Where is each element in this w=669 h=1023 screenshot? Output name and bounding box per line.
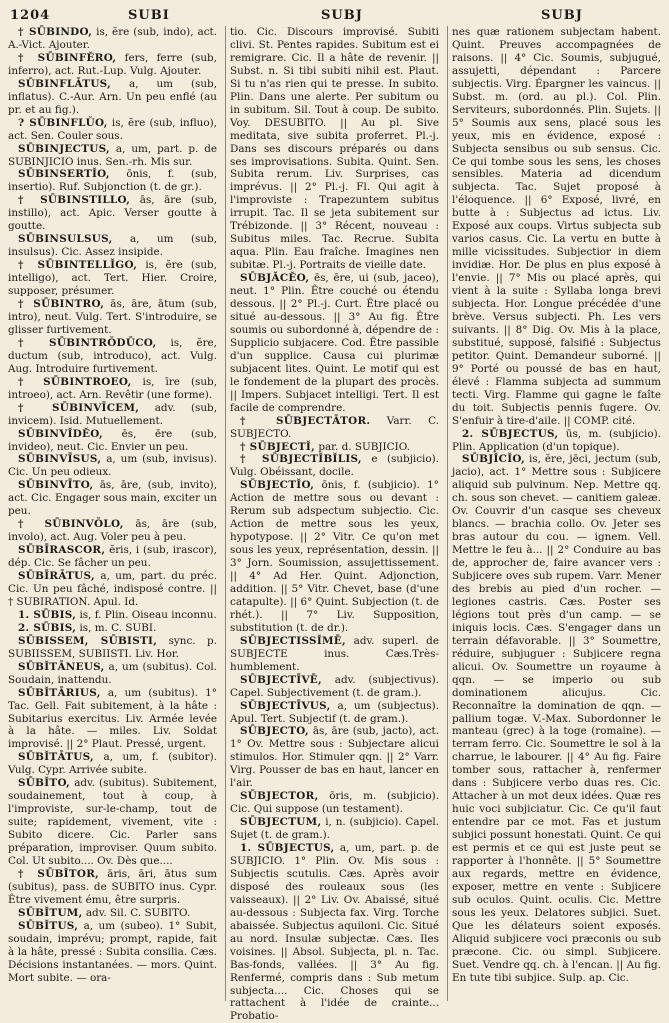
dictionary-entry — [8, 907, 217, 920]
entry-definition: a, um (sub, invisus). Cic. Un peu odieux. — [8, 453, 217, 479]
running-head-right: SUBJ — [541, 8, 583, 23]
entry-headword: SŪBINVĪTO, — [18, 479, 94, 492]
entry-headword: SŪBĬTĀTUS, — [18, 751, 94, 764]
entry-headword: SŪBJĬCĬO, — [462, 453, 526, 466]
dictionary-entry — [230, 441, 439, 454]
entry-definition: nes quæ rationem subjectam habent. Quint. Preuves accompagnées de raisons. || 4° Cic. Soumis, subjugué, assujetti, dépendant : Parcere subjectis. Virg. Épargner les vaincus. || Subst. m. (ord. au pl.). Col. Plin. Serviteurs, subordonnés. Plin. Sujets. || 5° Soumis aux sens, placé sous les yeux, mis en évidence, exposé : Subjecta sensibus ou sub sensus. Cic. Ce qui tombe sous les sens, les choses sensibles. Materia ad dicendum subjecta. Tac. Sujet proposé à l'éloquence. || 6° Exposé, livré, en butte à : Subjectus ad ictus. Liv. Exposé aux coups. Virtus subjecta sub varios casus. Cic. La vertu en butte à mille vicissitudes. Subjectior in diem invidiæ. Hor. De plus en plus exposé à l'envie. || 7° Mis ou placé après, qui vient à la suite : Syllaba longa brevi subjecta. Hor. Longue précédée d'une brève. Versus subjecti. Ph. Les vers suivants. || 8° Dig. Ov. Mis à la place, substitué, supposé, falsifié : Subjectus petitor. Quint. Demandeur suborné. || 9° Porté ou poussé de bas en haut, élevé : Flamma subjecta ad summum tecti. Virg. Flamme qui gagne le faîte du toit. Subjectis pennis fugere. Ov. S'enfuir à tire-d'aile. || COMP. cité. — [452, 26, 661, 427]
entry-definition: ōnis, f. (sub, insertio). Ruf. Subjonction (t. de gr.). — [8, 168, 217, 194]
entry-headword: SŪBJECTISSĬMĒ, — [240, 634, 346, 647]
entry-definition: a, um (sub, insulsus). Cic. Assez insipide. — [8, 233, 217, 259]
entry-definition: a, um (subitus). 1° Tac. Gell. Fait subitement, à la hâte : Subitarius exercitus. Liv. Armée levée à la hâte. — miles. Liv. Soldat improvisé. || 2° Plaut. Pressé, urgent. — [8, 686, 217, 751]
text-columns — [8, 26, 661, 1023]
dictionary-entry — [8, 428, 217, 454]
entry-definition: a, um (subeo). 1° Subit, soudain, imprévu; prompt, rapide, fait à la hâte, pressé : Subita consilia. Cæs. Décisions instantanées. — mors. Quint. Mort subite. — ora- — [8, 919, 217, 984]
dictionary-entry — [230, 700, 439, 726]
entry-headword: SŪBĪRĀTUS, — [18, 570, 95, 583]
dictionary-entry — [8, 920, 217, 985]
dictionary-entry — [8, 194, 217, 233]
column-right — [447, 26, 661, 1001]
entry-definition: tio. Cic. Discours improvisé. Subiti clivi. St. Pentes rapides. Subitum est ei remigrare. Cic. Il a hâte de revenir. || Subst. n. Si tibi subiti nihil est. Plaut. Si tu n'as rien qui te presse. In subito. Plin. Dans une alerte. Per subitum ou in subitum. Sil. Tout à coup. De subito. Voy. DESUBITO. || Au pl. Sive meditata, sive subita proferret. Pl.-j. Dans ses discours préparés ou dans ses improvisations. Subita. Quint. Sen. Subita rerum. Liv. Surprises, cas imprévus. || 2° Pl.-j. Fl. Qui agit à l'improviste : Trapezuntem subitus irrupit. Tac. Il se jeta subitement sur Trébizonde. || 3° Récent, nouveau : Subitus miles. Tac. Recrue. Subita aqua. Plin. Eau fraîche. Imagines nen subitæ. Pl.-j. Portraits de vieille date. — [230, 26, 439, 272]
entry-definition: is, ĕre, jēci, jectum (sub, jacio), act. 1° Mettre sous : Subjicere aliquid sub pulvinum. Nep. Mettre qq. ch. sous son chevet. — canitiem galeæ. Ov. Couvrir d'un casque ses cheveux blancs. — brachia collo. Ov. Jeter ses bras autour du cou. — ignem. Vell. Mettre le feu à... || 2° Conduire au bas de, approcher de, faire avancer vers : Subjicere oves sub rupem. Varr. Mener des brebis au pied d'un rocher. — legiones castris. Cæs. Poster ses légions tout près d'un camp. — se iniquis locis. Cæs. S'engager dans un terrain défavorable. || 3° Soumettre, réduire, subjuguer : Subjicere regna alicui. Ov. Soumettre un royaume à qqn. — se imperio ou sub dominationem alicujus. Cic. Reconnaître la domination de qqn. — pallium togæ. V.-Max. Subordonner le manteau (grec) à la toge (romaine). — terram ferro. Cic. Soumettre le sol à la charrue, le labourer. || 4° Au fig. Faire tomber sous, rattacher à, renfermer dans : Subjicere verbo duas res. Cic. Attacher à un mot deux idées. Quæ res huic voci subjiciatur. Cic. Ce qu'il faut entendre par ce mot. Fas et justum subjici possunt honestati. Quint. Ce qui est permis et ce qui est juste peut se rapporter à l'honnête. || 5° Soumettre aux regards, mettre en évidence, exposer, mettre en vente : Subjicere sub oculos. Quint. oculis. Cic. Mettre sous les yeux. Delatores subjici. Suet. Que les délateurs soient exposés. Aliquid subjicere voci præconis ou sub præcone. Cic. ou simpl. Subjicere. Suet. Vendre qq. ch. à l'encan. || Au fig. En tute tibi subjice. Sulp. ap. Cic. — [452, 453, 661, 984]
entry-headword: SŪBĬTĀNEUS, — [18, 660, 105, 673]
entry-headword: † SŪBINVŎLO, — [18, 518, 124, 531]
entry-definition: ās, āre, (sub, invito), act. Cic. Engager sous main, exciter un peu. — [8, 479, 217, 518]
dictionary-entry — [8, 609, 217, 622]
entry-definition: a, um, f. (subitor). Vulg. Cypr. Arrivée subite. — [8, 751, 217, 777]
entry-headword: SŪBĬTUM, — [18, 906, 83, 919]
dictionary-entry — [230, 272, 439, 414]
dictionary-entry — [8, 26, 217, 52]
entry-definition: a, um, part. du préc. Cic. Un peu fâché, indisposé contre. || † SUBIRATION. Apul. Id. — [8, 570, 217, 608]
entry-headword: 1. SŪBIS, — [18, 608, 77, 621]
entry-definition: ūs, m. (subjicio). Plin. Application (d'un topique). — [452, 427, 661, 453]
dictionary-entry — [8, 751, 217, 777]
entry-definition: is, f. Plin. Oiseau inconnu. — [79, 608, 217, 621]
entry-headword: SŪBJĂCĔO, — [240, 272, 310, 285]
entry-definition: ēs, ēre, ui (sub, jaceo), neut. 1° Plin. Être couché ou étendu dessous. || 2° Pl.-j. Curt. Être placé ou situé au-dessous. || 3° Au fig. Être soumis ou subordonné à, dépendre de : Supplicio subjacere. Cod. Être passible d'un supplice. Causa cui plurimæ subjacent lites. Quint. Le motif qui est le fondement de la plupart des procès. || Impers. Subjacet intelligi. Tert. Il est facile de comprendre. — [230, 272, 439, 414]
entry-definition: ās, āre (sub, instillo), act. Apic. Verser goutte à goutte. — [8, 194, 217, 233]
entry-headword: † SŪBINFĔRO, — [18, 51, 117, 64]
entry-headword: SŪBINVĬDĔO, — [18, 427, 103, 440]
entry-headword: 1. SŪBJECTUS, — [240, 842, 335, 855]
entry-headword: SŪBJECTĬO, — [240, 479, 315, 492]
entry-definition: ĕris, i (sub, irascor), dép. Cic. Se fâcher un peu. — [8, 544, 217, 570]
entry-headword: SŪBĬTUS, — [18, 919, 79, 932]
dictionary-entry — [230, 415, 439, 441]
entry-definition: is, ĕre (sub, influo), act. Sen. Couler sous. — [8, 116, 217, 142]
dictionary-entry — [8, 687, 217, 752]
dictionary-entry — [230, 479, 439, 634]
dictionary-entry — [8, 78, 217, 117]
entry-definition: ōnis, f. (subjicio). 1° Action de mettre sous ou devant : Rerum sub adspectum subjectio. Cic. Action de mettre sous les yeux, hypotypose. || 2° Vitr. Ce qu'on met sous les yeux, représentation, dessin. || 3° Jorn. Soumission, assujettissement. || 4° Ad Her. Quint. Adjonction, addition. || 5° Vitr. Chevet, base (d'une catapulte). || 6° Quint. Subjection (t. de rhét.). || 7° Liv. Supposition, substitution (t. de dr.). — [230, 479, 439, 634]
entry-headword: SŪBĬTO, — [18, 777, 71, 790]
entry-definition: a, um, part. p. de SUBINJICIO inus. Sen.-rh. Mis sur. — [8, 142, 217, 168]
dictionary-entry — [8, 117, 217, 143]
entry-definition: adv. Sil. C. SUBITO. — [85, 906, 191, 919]
entry-headword: SŪBINSULSUS, — [18, 233, 113, 246]
entry-definition: adv. (subitus). Subitement, soudainement, tout à coup, à l'improviste, sur-le-champ, tout de suite; rapidement, vivement, vite : Subito dicere. Cic. Parler sans préparation, improviser. Quum subito. Col. Ut subito.... Ov. Dès que.... — [8, 777, 217, 867]
dictionary-entry — [8, 298, 217, 337]
dictionary-entry — [8, 233, 217, 259]
entry-headword: † SŪBJECTĬ, — [240, 440, 316, 453]
dictionary-entry — [8, 337, 217, 376]
entry-headword: † SŪBINTELLĬGO, — [18, 259, 138, 272]
dictionary-entry — [8, 544, 217, 570]
dictionary-entry — [8, 518, 217, 544]
dictionary-entry — [230, 635, 439, 674]
entry-headword: SŪBJECTĪVĒ, — [240, 673, 322, 686]
entry-headword: ? SŪBINFLŬO, — [18, 116, 108, 129]
entry-definition: Varr. C. SUBJECTO. — [230, 414, 439, 440]
entry-definition: ēs, ēre (sub, invideo), neut. Cic. Envier un peu. — [8, 427, 217, 453]
entry-definition: ōris, m. (subjicio). Cic. Qui suppose (un testament). — [230, 790, 439, 816]
entry-definition: sync. p. SUBIISSEM, SUBIISTI. Liv. Hor. — [8, 634, 217, 660]
entry-headword: SŪBINJECTUS, — [18, 142, 110, 155]
dictionary-entry — [8, 479, 217, 518]
entry-definition: adv. (subjectivus). Capel. Subjectivement (t. de gram.). — [230, 673, 439, 699]
dictionary-entry — [230, 790, 439, 816]
entry-headword: † SŪBINDO, — [18, 26, 93, 38]
page-number: 1204 — [10, 8, 51, 23]
entry-headword: SŪBJECTUM, — [240, 816, 322, 829]
entry-headword: † SŪBINVĪCEM, — [18, 401, 140, 414]
entry-headword: SŪBISSEM, SŪBISTI, — [18, 634, 158, 647]
column-left — [8, 26, 217, 1001]
entry-headword: SŪBINSERTĬO, — [18, 168, 110, 181]
dictionary-entry — [8, 376, 217, 402]
entry-definition: a, um (sub, inflatus). C.-Aur. Arn. Un peu enflé (au pr. et au fig.). — [8, 77, 217, 116]
dictionary-entry — [8, 661, 217, 687]
entry-definition: is, ĕre, ductum (sub, introduco), act. Vulg. Aug. Introduire furtivement. — [8, 336, 217, 375]
dictionary-entry — [8, 143, 217, 169]
entry-definition: is, ĕre (sub, intelligo), act. Tert. Hier. Croire, supposer, présumer. — [8, 259, 217, 298]
entry-headword: 2. SŪBIS, — [18, 621, 77, 634]
entry-headword: † SŪBĬTOR, — [18, 867, 100, 880]
entry-definition: a, um, part. p. de SUBJICIO. 1° Plin. Ov. Mis sous : Subjectis scutulis. Cæs. Après avoir disposé des rouleaux sous (les vaisseaux). || 2° Liv. Ov. Abaissé, situé au-dessous : Subjecta fax. Virg. Torche abaissée. Subjectus aquiloni. Cic. Situé au nord. Insulæ subjectæ. Cæs. Iles voisines. || Absol. Subjecta, pl. n. Tac. Bas-fonds, vallées. || 3° Au fig. Renfermé, compris dans : Sub metum subjecta.... Cic. Choses qui se rattachent à l'idée de crainte... Probatio- — [230, 842, 439, 1023]
entry-definition: i, n. (subjicio). Capel. Sujet (t. de gram.). — [230, 816, 439, 842]
running-head-left: SUBI — [128, 8, 170, 23]
entry-definition: is, m. C. SUBI. — [79, 621, 157, 634]
dictionary-entry — [8, 402, 217, 428]
entry-definition: is, ĕre (sub, indo), act. A.-Vict. Ajouter. — [8, 26, 217, 51]
entry-headword: SŪBĬTĀRIUS, — [18, 686, 101, 699]
entry-definition: is, īre (sub, introeo), act. Arn. Revêtir (une forme). — [8, 375, 217, 401]
dictionary-entry — [230, 842, 439, 1023]
entry-headword: SŪBJECTĪVUS, — [240, 699, 331, 712]
entry-headword: SŪBINVĪSUS, — [18, 453, 102, 466]
entry-headword: † SŪBINTROEO, — [18, 375, 132, 388]
dictionary-entry — [8, 570, 217, 609]
entry-definition: e (subjicio). Vulg. Obéissant, docile. — [230, 453, 439, 479]
dictionary-entry — [8, 259, 217, 298]
dictionary-entry — [230, 674, 439, 700]
dictionary-entry — [452, 26, 661, 428]
dictionary-entry — [8, 635, 217, 661]
dictionary-entry — [452, 428, 661, 454]
dictionary-entry — [230, 453, 439, 479]
entry-headword: † SŪBJECTĀTOR. — [240, 414, 371, 427]
entry-headword: SŪBĪRASCOR, — [18, 544, 106, 557]
entry-headword: SŪBJECTO, — [240, 725, 309, 738]
running-head-center: SUBJ — [321, 8, 363, 23]
entry-definition: ās, āre (sub, jacto), act. 1° Ov. Mettre sous : Subjectare alicui stimulos. Hor. Stimuler qqn. || 2° Varr. Virg. Pousser de bas en haut, lancer en l'air. — [230, 725, 439, 790]
column-middle — [225, 26, 439, 1023]
entry-definition: a, um (subitus). Col. Soudain, inattendu. — [8, 660, 217, 686]
entry-definition: āris, āri, ātus sum (subitus), pass. de SUBITO inus. Cypr. Être vivement ému, être surpris. — [8, 867, 217, 906]
entry-definition: adv. superl. de SUBJECTE inus. Cæs.Très-humblement. — [230, 634, 439, 673]
entry-definition: fers, ferre (sub, inferro), act. Rut.-Lup. Vulg. Ajouter. — [8, 51, 217, 77]
entry-definition: a, um (subjectus). Apul. Tert. Subjectif (t. de gram.). — [230, 699, 439, 725]
entry-definition: adv. (sub, invicem). Isid. Mutuellement. — [8, 401, 218, 427]
entry-definition: ās, āre, ātum (sub, intro), neut. Vulg. Tert. S'introduire, se glisser furtivement. — [8, 298, 217, 336]
entry-headword: SŪBINFLĀTUS, — [18, 77, 112, 90]
entry-headword: † SŪBJECTĬBĬLIS, — [240, 453, 362, 466]
dictionary-entry — [8, 453, 217, 479]
dictionary-entry — [230, 725, 439, 790]
dictionary-entry — [230, 816, 439, 842]
page-header — [8, 6, 661, 26]
entry-headword: 2. SŪBJECTUS, — [462, 427, 559, 440]
dictionary-entry — [230, 26, 439, 272]
dictionary-entry — [8, 777, 217, 868]
dictionary-entry — [8, 868, 217, 907]
dictionary-entry — [8, 52, 217, 78]
entry-headword: † SŪBINSTILLO, — [18, 194, 131, 207]
entry-definition: par. d. SUBJICIO. — [318, 440, 410, 453]
entry-headword: † SŪBINTRO, — [18, 298, 105, 311]
entry-headword: SŪBJECTOR, — [240, 790, 319, 803]
entry-headword: † SŪBINTRŎDŪCO, — [18, 336, 157, 349]
dictionary-entry — [8, 168, 217, 194]
entry-definition: ās, āre (sub, involo), act. Aug. Voler peu à peu. — [8, 518, 217, 544]
dictionary-entry — [452, 453, 661, 984]
dictionary-entry — [8, 622, 217, 635]
